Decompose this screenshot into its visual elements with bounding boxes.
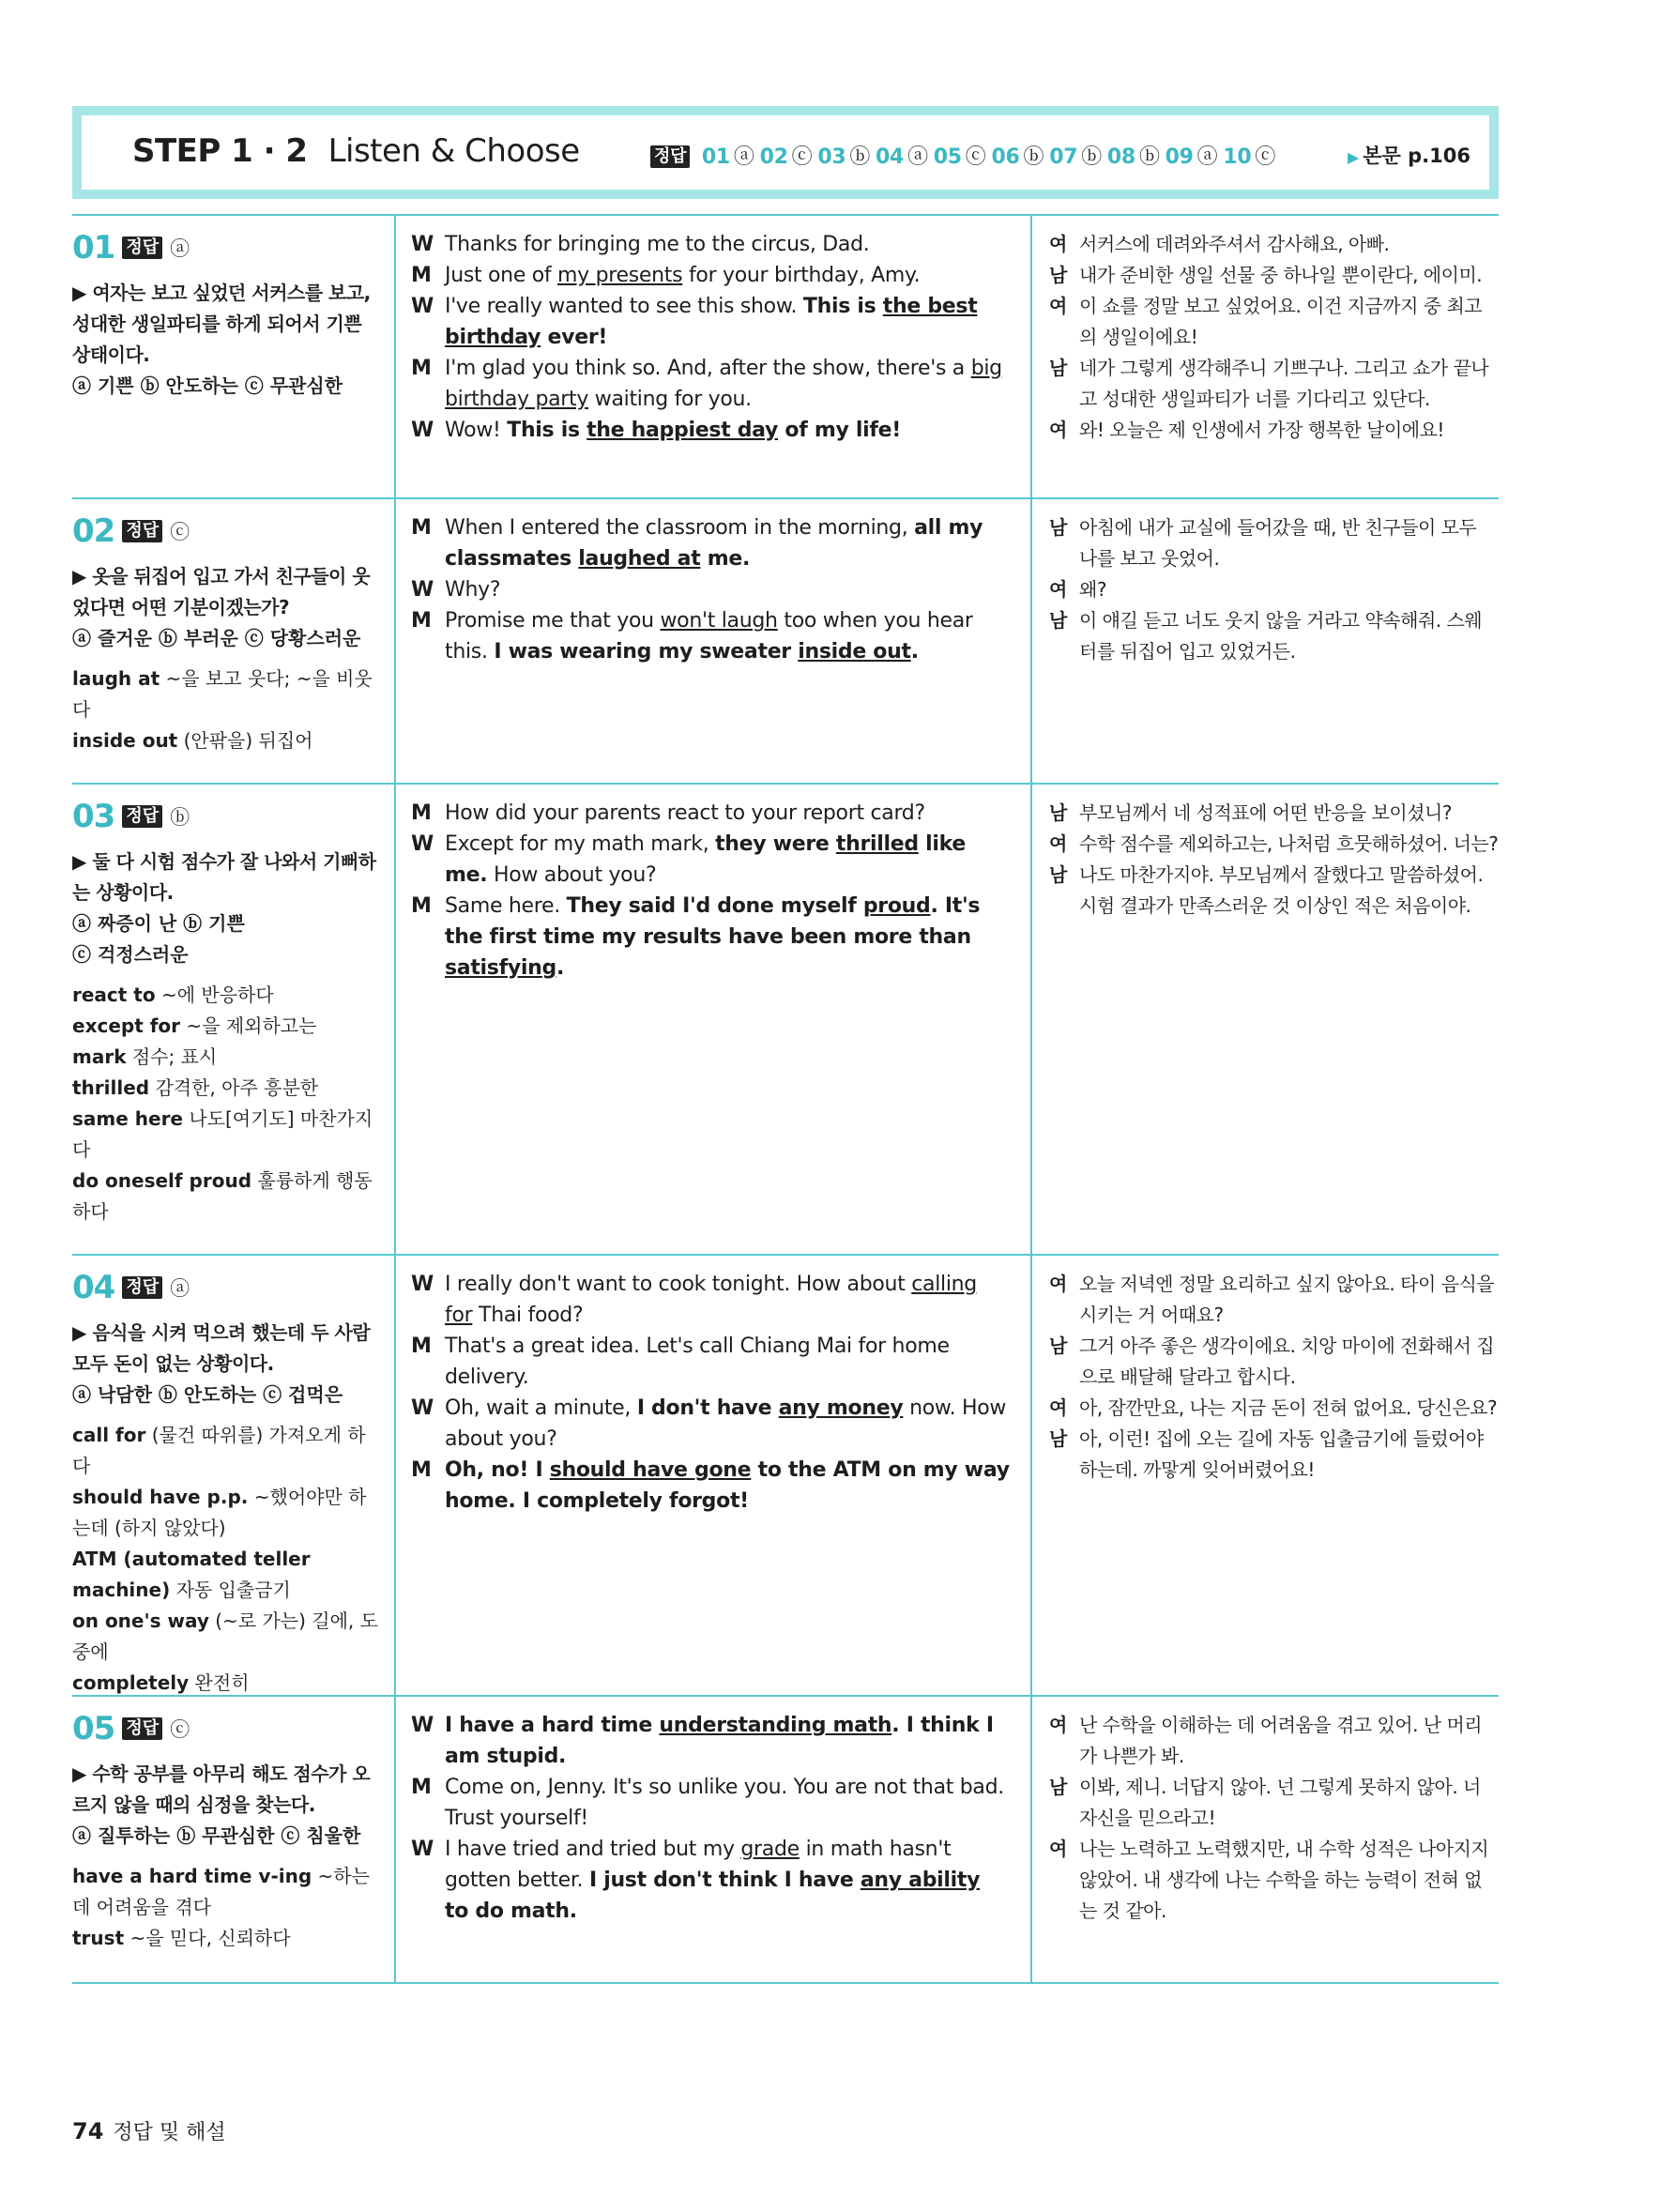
question-header [72,229,379,267]
speaker-label: 남 [1049,609,1067,632]
dialogue-text: When I entered the classroom in the morning, all my classmates laughed at me. [445,516,983,571]
translation-text: 서커스에 데려와주셔서 감사해요, 아빠. [1079,233,1390,255]
explanation-text: ▶ 옷을 뒤집어 입고 가서 친구들이 웃었다면 어떤 기분이겠는가? [72,565,371,618]
dialogue-text: Oh, no! I should have gone to the ATM on my way home. I completely forgot! [445,1458,1010,1513]
translation-line [1049,229,1499,260]
answer-key-number: 06 [991,145,1020,169]
dialogue-text: I have tried and tried but my grade in math hasn't gotten better. I just don't think I have any ability to do math. [445,1838,981,1923]
vocab-meaning: 점수; 표시 [126,1045,218,1068]
question-number: 05 [72,1710,115,1747]
speaker-label: 남 [1049,516,1067,539]
dialogue-line [411,1331,1010,1393]
vocab-item [72,1420,379,1482]
translation-line [1049,1269,1499,1331]
translation-text: 이 쇼를 정말 보고 싶었어요. 이건 지금까지 중 최고의 생일이에요! [1079,295,1483,348]
vocab-item [72,664,379,725]
dialogue-text: I'm glad you think so. And, after the show, there's a big birthday party waiting for you. [445,357,1002,411]
dialogue-line [411,1772,1010,1834]
translation-text: 이 얘길 듣고 너도 웃지 않을 거라고 약속해줘. 스웨터를 뒤집어 입고 있었거든. [1079,609,1483,663]
speaker-label: 여 [1049,1273,1067,1295]
speaker-label: 여 [1049,832,1067,855]
question-header [72,512,379,550]
translation-line [1049,1710,1499,1772]
vocab-item [72,1042,379,1073]
question-row [72,214,1499,497]
answer-choice: ⓐ [170,237,190,260]
choice-line: ⓐ 낙담한 ⓑ 안도하는 ⓒ 겁먹은 [72,1383,343,1406]
page-reference [1348,141,1470,169]
answer-key-number: 09 [1165,145,1194,169]
vocab-meaning: 완전히 [189,1671,250,1694]
speaker-label: M [411,516,432,540]
translation-column [1032,216,1499,497]
speaker-label: W [411,419,434,442]
vocab-item [72,1861,379,1923]
dialogue-column [396,785,1032,1254]
dialogue-line [411,1269,1010,1331]
explanation-column [72,1697,396,1982]
translation-line [1049,574,1499,605]
speaker-label: 남 [1049,1427,1067,1450]
choice-list [72,623,379,654]
vocab-word: thrilled [72,1076,150,1099]
choice-list [72,1380,379,1411]
dialogue-line [411,1834,1010,1927]
speaker-label: W [411,1273,434,1296]
dialogue-column [396,1256,1032,1695]
translation-text: 오늘 저녁엔 정말 요리하고 싶지 않아요. 타이 음식을 시키는 거 어때요? [1079,1273,1495,1326]
choice-list [72,371,379,402]
translation-line [1049,291,1499,353]
answer-choice: ⓒ [170,1718,190,1741]
question-number: 02 [72,512,115,550]
answer-key-number: 03 [817,145,846,169]
vocab-word: should have p.p. [72,1486,249,1508]
dialogue-column [396,1697,1032,1982]
answer-key-choice: ⓒ [791,145,813,169]
dialogue-line [411,260,1010,291]
vocab-word: have a hard time v-ing [72,1865,312,1887]
speaker-label: W [411,1838,434,1861]
speaker-label: 여 [1049,295,1067,317]
dialogue-text: That's a great idea. Let's call Chiang Mai for home delivery. [445,1335,950,1389]
translation-column [1032,499,1499,783]
translation-line [1049,1393,1499,1424]
translation-text: 와! 오늘은 제 인생에서 가장 행복한 날이에요! [1079,419,1444,441]
vocab-item [72,1166,379,1228]
explanation-text: ▶ 여자는 보고 싶었던 서커스를 보고, 성대한 생일파티를 하게 되어서 기쁜 상태이다. [72,282,371,366]
vocab-word: do oneself proud [72,1169,252,1192]
explanation-column [72,1256,396,1695]
vocab-item [72,980,379,1011]
answer-key-choice: ⓒ [965,145,986,169]
choice-line: ⓐ 짜증이 난 ⓑ 기쁜 [72,912,245,935]
vocab-word: mark [72,1045,127,1068]
dialogue-text: I've really wanted to see this show. This is the best birthday ever! [445,295,978,349]
vocab-item [72,1011,379,1042]
vocab-meaning: (~로 가는) 길에, 도중에 [72,1609,378,1663]
explanation-text: ▶ 수학 공부를 아무리 해도 점수가 오르지 않을 때의 심정을 찾는다. [72,1762,371,1816]
vocab-word: trust [72,1927,125,1949]
speaker-label: M [411,1335,432,1358]
question-number: 04 [72,1269,115,1306]
answer-tag: 정답 [650,145,690,168]
answer-key-choice: ⓑ [1023,145,1044,169]
vocab-word: laugh at [72,667,160,690]
speaker-label: M [411,264,432,287]
vocab-word: completely [72,1671,190,1694]
translation-text: 난 수학을 이해하는 데 어려움을 겪고 있어. 난 머리가 나쁜가 봐. [1079,1714,1483,1767]
answer-key-choice: ⓐ [907,145,928,169]
translation-line [1049,1772,1499,1834]
vocab-word: on one's way [72,1609,209,1632]
vocab-meaning: 자동 입출금기 [170,1579,291,1601]
vocab-word: react to [72,984,156,1006]
translation-text: 나는 노력하고 노력했지만, 내 수학 성적은 나아지지 않았어. 내 생각에 나는 수학을 하는 능력이 전혀 없는 것 같아. [1079,1838,1489,1922]
vocab-meaning: ~하는 데 어려움을 겪다 [72,1865,370,1918]
answer-choice: ⓒ [170,521,190,543]
vocab-meaning: (물건 따위를) 가져오게 하다 [72,1424,366,1477]
dialogue-text: I really don't want to cook tonight. How about calling for Thai food? [445,1273,977,1327]
answer-choice: ⓑ [170,806,190,829]
answer-tag: 정답 [122,805,162,828]
question-row [72,1695,1499,1984]
dialogue-text: Same here. They said I'd done myself proud. It's the first time my results have been more than satisfying. [445,894,981,980]
explanation-text: ▶ 둘 다 시험 점수가 잘 나와서 기뻐하는 상황이다. [72,850,376,904]
speaker-label: 여 [1049,1714,1067,1736]
vocab-word: call for [72,1424,146,1446]
answer-choice: ⓐ [170,1277,190,1300]
translation-text: 나도 마찬가지야. 부모님께서 잘했다고 말씀하셨어. 시험 결과가 만족스러운 것 이상인 적은 처음이야. [1079,863,1484,917]
vocab-meaning: (안팎을) 뒤집어 [177,729,313,752]
vocab-meaning: 나도[여기도] 마찬가지다 [72,1107,373,1161]
dialogue-text: Why? [445,578,501,602]
step-subtitle: Listen & Choose [328,132,580,170]
dialogue-line [411,574,1010,605]
question-row [72,497,1499,783]
header-box [72,106,1499,199]
vocab-word: inside out [72,729,178,752]
answer-key-choice: ⓑ [1138,145,1160,169]
speaker-label: M [411,1776,432,1799]
answer-key-number: 02 [759,145,788,169]
speaker-label: 여 [1049,1396,1067,1419]
answer-key [650,141,1275,170]
dialogue-text: Oh, wait a minute, I don't have any money now. How about you? [445,1396,1007,1451]
answer-key-number: 05 [933,145,962,169]
page-reference-text: 본문 p.106 [1363,145,1470,167]
dialogue-text: Wow! This is the happiest day of my life! [445,419,901,442]
footer [72,2116,226,2145]
translation-text: 왜? [1079,578,1106,601]
dialogue-text: I have a hard time understanding math. I think I am stupid. [445,1714,994,1768]
dialogue-line [411,605,1010,667]
vocab-item [72,1544,379,1606]
answer-tag: 정답 [122,520,162,542]
dialogue-text: Come on, Jenny. It's so unlike you. You are not that bad. Trust yourself! [445,1776,1004,1830]
speaker-label: M [411,609,432,633]
answer-key-number: 08 [1106,145,1135,169]
translation-text: 아침에 내가 교실에 들어갔을 때, 반 친구들이 모두 나를 보고 웃었어. [1079,516,1477,570]
choice-line: ⓐ 기쁜 ⓑ 안도하는 ⓒ 무관심한 [72,374,343,397]
answer-tag: 정답 [122,1276,162,1299]
dialogue-line [411,1455,1010,1517]
dialogue-line [411,353,1010,415]
answer-key-choice: ⓑ [849,145,871,169]
vocab-item [72,1923,379,1954]
translation-text: 아, 잠깐만요, 나는 지금 돈이 전혀 없어요. 당신은요? [1079,1396,1498,1419]
question-header [72,1269,379,1306]
answer-key-number: 10 [1223,145,1252,169]
dialogue-line [411,415,1010,446]
explanation-column [72,785,396,1254]
speaker-label: W [411,578,434,602]
translation-text: 그거 아주 좋은 생각이에요. 치앙 마이에 전화해서 집으로 배달해 달라고 합시다. [1079,1335,1495,1388]
vocab-word: except for [72,1014,181,1037]
answer-key-choice: ⓒ [1255,145,1276,169]
translation-column [1032,785,1499,1254]
vocab-item [72,1482,379,1544]
dialogue-line [411,512,1010,574]
speaker-label: 여 [1049,1838,1067,1860]
explanation-column [72,216,396,497]
translation-column [1032,1256,1499,1695]
vocab-item [72,1606,379,1668]
dialogue-line [411,891,1010,984]
answer-key-number: 01 [701,145,730,169]
dialogue-line [411,1710,1010,1772]
vocab-meaning: ~을 보고 웃다; ~을 비웃다 [72,667,373,721]
answer-key-number: 04 [876,145,905,169]
translation-line [1049,605,1499,667]
footer-text: 정답 및 해설 [113,2121,226,2144]
question-row [72,783,1499,1254]
answer-key-choice: ⓑ [1081,145,1102,169]
vocab-meaning: ~을 믿다, 신뢰하다 [124,1927,291,1949]
translation-line [1049,798,1499,829]
vocab-item [72,1668,379,1699]
translation-line [1049,260,1499,291]
answer-tag: 정답 [122,236,162,259]
dialogue-column [396,216,1032,497]
translation-line [1049,1834,1499,1927]
dialogue-line [411,229,1010,260]
speaker-label: M [411,357,432,380]
translation-line [1049,1331,1499,1393]
vocab-meaning: 감격한, 아주 흥분한 [149,1076,319,1099]
translation-text: 수학 점수를 제외하고는, 나처럼 흐뭇해하셨어. 너는? [1079,832,1499,855]
vocab-word: ATM (automated teller machine) [72,1548,311,1601]
explanation-text: ▶ 음식을 시켜 먹으려 했는데 두 사람 모두 돈이 없는 상황이다. [72,1321,371,1375]
choice-line: ⓐ 즐거운 ⓑ 부러운 ⓒ 당황스러운 [72,627,361,649]
speaker-label: M [411,1458,432,1482]
vocab-word: same here [72,1107,183,1130]
speaker-label: W [411,1714,434,1737]
dialogue-text: Just one of my presents for your birthday, Amy. [445,264,921,287]
translation-text: 네가 그렇게 생각해주니 기쁘구나. 그리고 쇼가 끝나고 성대한 생일파티가 너를 기다리고 있단다. [1079,357,1489,410]
dialogue-text: Promise me that you won't laugh too when you hear this. I was wearing my sweater inside out. [445,609,973,664]
choice-list [72,908,379,970]
translation-text: 이봐, 제니. 너답지 않아. 넌 그렇게 못하지 않아. 너 자신을 믿으라고! [1079,1776,1481,1829]
speaker-label: W [411,233,434,256]
translation-line [1049,353,1499,415]
speaker-label: 남 [1049,264,1067,286]
translation-text: 아, 이런! 집에 오는 길에 자동 입출금기에 들렀어야 하는데. 까맣게 잊어버렸어요! [1079,1427,1484,1481]
translation-text: 내가 준비한 생일 선물 중 하나일 뿐이란다, 에이미. [1079,264,1483,286]
speaker-label: M [411,894,432,918]
speaker-label: 여 [1049,578,1067,601]
speaker-label: M [411,801,432,825]
speaker-label: 여 [1049,419,1067,441]
dialogue-text: Thanks for bringing me to the circus, Dad. [445,233,870,256]
speaker-label: 남 [1049,863,1067,886]
vocab-meaning: 훌륭하게 행동하다 [72,1169,373,1223]
translation-line [1049,829,1499,860]
step-title [132,132,580,170]
vocab-item [72,1104,379,1166]
dialogue-line [411,291,1010,353]
choice-line: ⓐ 질투하는 ⓑ 무관심한 ⓒ 침울한 [72,1824,361,1847]
dialogue-line [411,829,1010,891]
question-header [72,1710,379,1747]
dialogue-line [411,1393,1010,1455]
question-header [72,798,379,835]
question-number: 03 [72,798,115,835]
dialogue-line [411,798,1010,829]
question-row [72,1254,1499,1695]
speaker-label: 여 [1049,233,1067,255]
translation-column [1032,1697,1499,1982]
translation-line [1049,1424,1499,1486]
answer-grid [72,214,1499,1984]
translation-text: 부모님께서 네 성적표에 어떤 반응을 보이셨니? [1079,801,1452,824]
vocab-meaning: ~에 반응하다 [155,984,274,1006]
speaker-label: 남 [1049,1335,1067,1357]
speaker-label: W [411,832,434,856]
answer-tag: 정답 [122,1717,162,1740]
dialogue-column [396,499,1032,783]
choice-list [72,1821,379,1852]
translation-line [1049,512,1499,574]
triangle-icon: ▶ [1347,148,1360,166]
speaker-label: W [411,1396,434,1420]
vocab-item [72,1073,379,1104]
translation-line [1049,860,1499,922]
vocab-item [72,725,379,756]
speaker-label: 남 [1049,357,1067,379]
translation-line [1049,415,1499,446]
dialogue-text: Except for my math mark, they were thrilled like me. How about you? [445,832,966,887]
choice-line: ⓒ 걱정스러운 [72,943,189,966]
explanation-column [72,499,396,783]
speaker-label: W [411,295,434,318]
answer-key-number: 07 [1049,145,1078,169]
question-number: 01 [72,229,115,267]
dialogue-text: How did your parents react to your report card? [445,801,925,825]
vocab-meaning: ~을 제외하고는 [180,1014,317,1037]
speaker-label: 남 [1049,1776,1067,1798]
answer-key-choice: ⓐ [733,145,754,169]
vocab-meaning: ~했어야만 하는데 (하지 않았다) [72,1486,367,1539]
speaker-label: 남 [1049,801,1067,824]
page-number: 74 [72,2118,104,2144]
answer-key-choice: ⓐ [1196,145,1218,169]
step-label: STEP 1 · 2 [132,132,308,170]
